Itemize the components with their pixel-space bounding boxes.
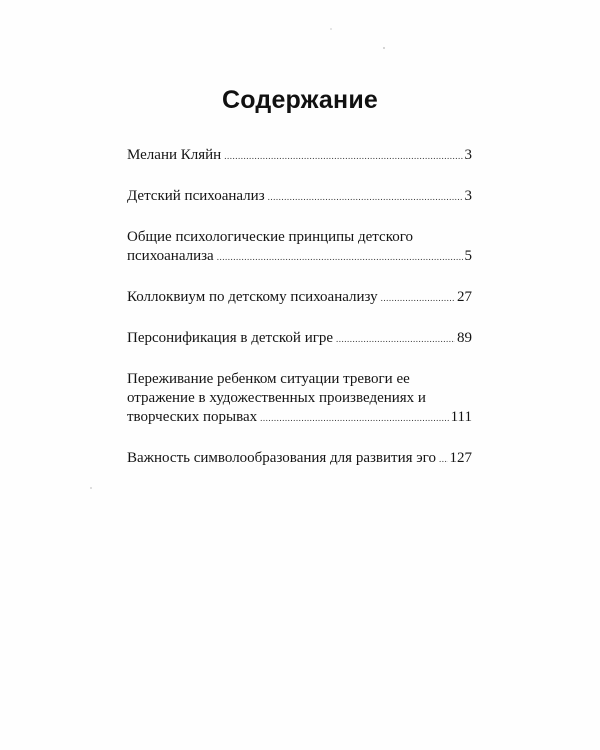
toc-page-number: 27: [457, 289, 472, 305]
toc-entry[interactable]: [127, 187, 472, 207]
toc-entry-title: Коллоквиум по детскому психоанализу: [127, 289, 378, 305]
toc-entry-title: Общие психологические принципы детского: [127, 229, 413, 245]
toc-page-number: 111: [450, 409, 472, 425]
toc-page-number: 3: [464, 188, 472, 204]
paper-speck: [383, 47, 385, 49]
toc-entry-line: [127, 288, 472, 308]
dot-leader: [439, 450, 448, 469]
dot-leader: [336, 330, 455, 349]
toc-entry-title: творческих порывах: [127, 409, 258, 425]
paper-speck: [330, 28, 332, 30]
dot-leader: [217, 248, 463, 267]
toc-entry-line: [127, 408, 472, 428]
dot-leader: [381, 289, 455, 308]
toc-entry-line: [127, 449, 472, 469]
table-of-contents: [127, 146, 472, 490]
toc-entry-title: Важность символообразования для развития эго: [127, 450, 436, 466]
dot-leader: [224, 147, 462, 166]
toc-page-number: 5: [464, 248, 472, 264]
toc-entry[interactable]: [127, 449, 472, 469]
toc-entry[interactable]: [127, 329, 472, 349]
toc-entry-line: [127, 187, 472, 207]
toc-entry[interactable]: [127, 288, 472, 308]
toc-page-number: 89: [457, 330, 472, 346]
toc-page-number: 127: [449, 450, 472, 466]
toc-entry-line: [127, 329, 472, 349]
page-title: Содержание: [221, 86, 379, 114]
toc-entry-title: Переживание ребенком ситуации тревоги ее: [127, 371, 410, 387]
toc-entry-title: отражение в художественных произведениях и: [127, 390, 426, 406]
toc-entry-title: Персонификация в детской игре: [127, 330, 334, 346]
toc-entry[interactable]: [127, 370, 472, 428]
toc-entry-line: [127, 247, 472, 267]
toc-entry-line: [127, 146, 472, 166]
paper-speck: [90, 487, 92, 489]
dot-leader: [260, 409, 449, 428]
toc-entry[interactable]: [127, 146, 472, 166]
toc-entry-title: Детский психоанализ: [127, 188, 265, 204]
toc-entry[interactable]: [127, 228, 472, 267]
toc-page-number: 3: [464, 147, 472, 163]
toc-entry-title: Мелани Кляйн: [127, 147, 222, 163]
toc-entry-title: психоанализа: [127, 248, 214, 264]
dot-leader: [268, 188, 463, 207]
